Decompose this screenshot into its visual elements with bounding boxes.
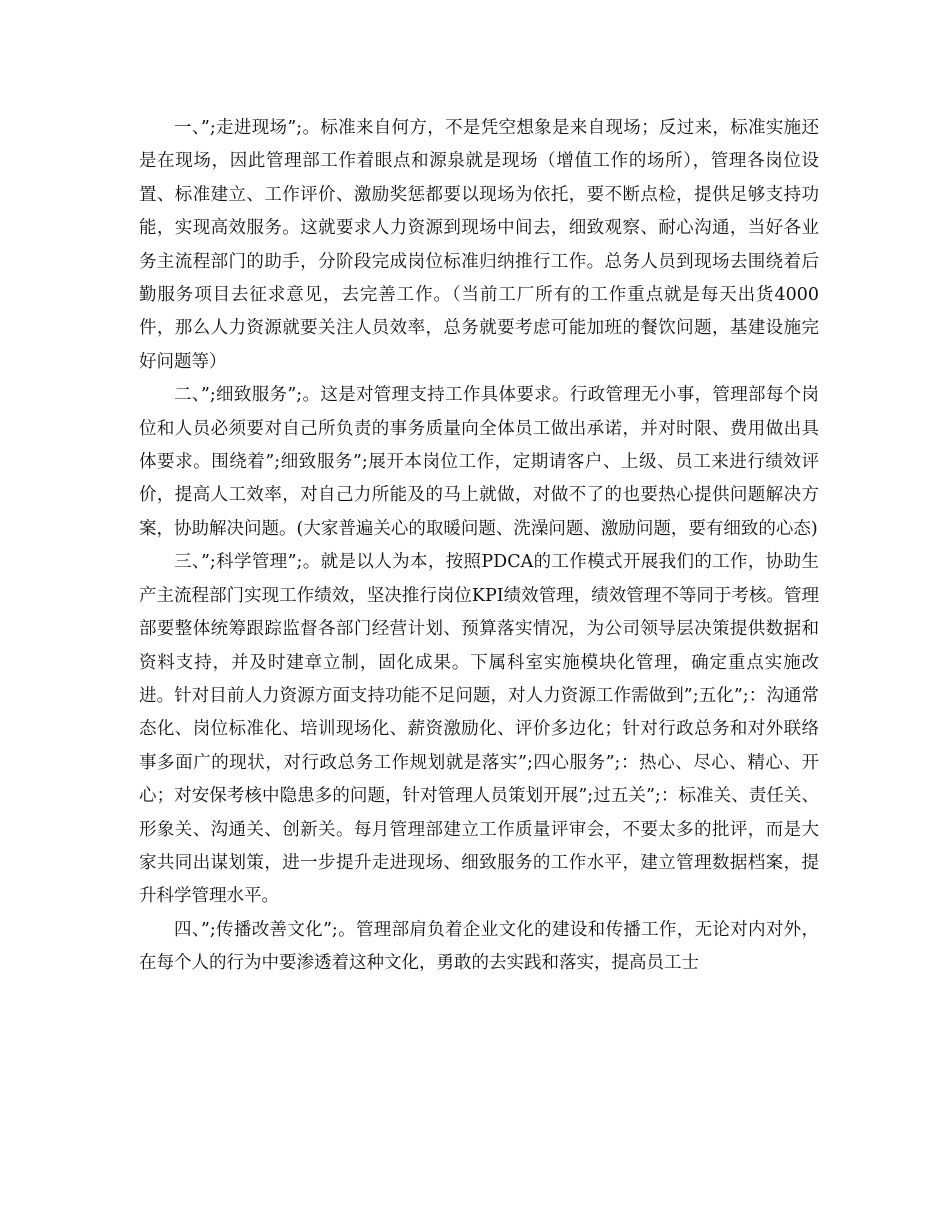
paragraph-1: 一、”;走进现场”;。标准来自何方，不是凭空想象是来自现场；反过来，标准实施还是在现场，因此管理部工作着眼点和源泉就是现场（增值工作的场所），管理各岗位设置、标准建立、工作评价、激励奖惩都要以现场为依托，要不断点检，提供足够支持功能，实现高效服务。这就要求人力资源到现场中间去，细致观察、耐心沟通，当好各业务主流程部门的助手，分阶段完成岗位标准归纳推行工作。总务人员到现场去围绕着后勤服务项目去征求意见，去完善工作。（当前工厂所有的工作重点就是每天出货4000件，那么人力资源就要关注人员效率，总务就要考虑可能加班的餐饮问题，基建设施完好问题等） — [139, 118, 819, 372]
paragraph-2: 二、”;细致服务”;。这是对管理支持工作具体要求。行政管理无小事，管理部每个岗位和人员必须要对自己所负责的事务质量向全体员工做出承诺，并对时限、费用做出具体要求。围绕着”;细致服务”;展开本岗位工作，定期请客户、上级、员工来进行绩效评价，提高人工效率，对自己力所能及的马上就做，对做不了的也要热心提供问题解决方案，协助解决问题。(大家普遍关心的取暖问题、洗澡问题、激励问题，要有细致的心态) — [139, 385, 819, 539]
document-body — [139, 112, 819, 981]
paragraph-4: 四、”;传播改善文化”;。管理部肩负着企业文化的建设和传播工作，无论对内对外，在每个人的行为中要渗透着这种文化，勇敢的去实践和落实，提高员工士 — [139, 919, 819, 974]
paragraph-3: 三、”;科学管理”;。就是以人为本，按照PDCA的工作模式开展我们的工作，协助生产主流程部门实现工作绩效，坚决推行岗位KPI绩效管理，绩效管理不等同于考核。管理部要整体统筹跟踪监督各部门经营计划、预算落实情况，为公司领导层决策提供数据和资料支持，并及时建章立制，固化成果。下属科室实施模块化管理，确定重点实施改进。针对目前人力资源方面支持功能不足问题，对人力资源工作需做到”;五化”;：沟通常态化、岗位标准化、培训现场化、薪资激励化、评价多边化；针对行政总务和对外联络事多面广的现状，对行政总务工作规划就是落实”;四心服务”;：热心、尽心、精心、开心；对安保考核中隐患多的问题，针对管理人员策划开展”;过五关”;：标准关、责任关、形象关、沟通关、创新关。每月管理部建立工作质量评审会，不要太多的批评，而是大家共同出谋划策，进一步提升走进现场、细致服务的工作水平，建立管理数据档案，提升科学管理水平。 — [139, 552, 819, 907]
